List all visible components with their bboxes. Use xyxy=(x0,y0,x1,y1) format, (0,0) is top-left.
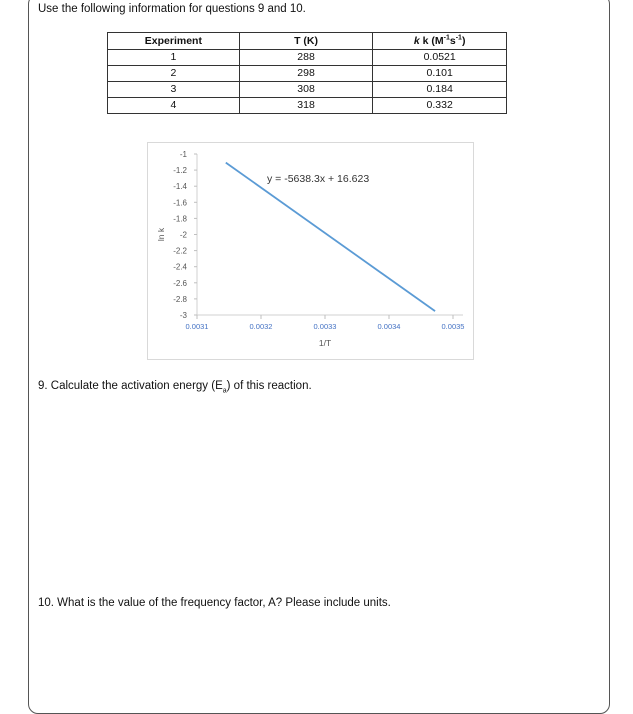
table-row xyxy=(108,82,507,98)
header-temperature: T (K) xyxy=(239,33,373,50)
data-table xyxy=(107,32,507,114)
cell-experiment: 1 xyxy=(108,50,240,66)
y-tick-label: -1.4 xyxy=(173,182,187,192)
y-tick-label: -1.2 xyxy=(173,166,187,176)
x-tick-label: 0.0035 xyxy=(441,322,465,331)
cell-rate-constant: 0.184 xyxy=(373,82,507,98)
y-tick-label: -3 xyxy=(179,311,187,320)
y-tick-label: -1 xyxy=(179,150,187,159)
intro-text: Use the following information for questions 9 and 10. xyxy=(38,3,306,15)
x-axis-label: 1/T xyxy=(318,338,332,348)
x-tick-label: 0.0032 xyxy=(249,322,273,331)
cell-experiment: 4 xyxy=(108,98,240,114)
y-tick-label: -2.6 xyxy=(173,278,187,288)
y-axis-label: ln k xyxy=(156,227,166,242)
cell-temperature: 318 xyxy=(239,98,373,114)
cell-temperature: 298 xyxy=(239,66,373,82)
y-tick-label: -1.8 xyxy=(173,214,187,224)
y-tick-label: -1.6 xyxy=(173,198,187,208)
table-header-row xyxy=(108,33,507,50)
header-experiment: Experiment xyxy=(108,33,240,50)
cell-rate-constant: 0.101 xyxy=(373,66,507,82)
table-row xyxy=(108,66,507,82)
table-row xyxy=(108,98,507,114)
trendline-equation: y = -5638.3x + 16.623 xyxy=(267,173,370,185)
header-rate-constant: k k $(M^{-1}s^{-1})$ xyxy=(373,33,507,50)
y-tick-label: -2.8 xyxy=(173,294,187,304)
cell-rate-constant: 0.0521 xyxy=(373,50,507,66)
x-tick-label: 0.0031 xyxy=(185,322,209,331)
question-10: 10. What is the value of the frequency factor, A? Please include units. xyxy=(38,597,391,609)
cell-temperature: 288 xyxy=(239,50,373,66)
cell-experiment: 3 xyxy=(108,82,240,98)
x-tick-label: 0.0034 xyxy=(377,322,401,331)
y-tick-label: -2 xyxy=(179,230,187,240)
y-tick-label: -2.2 xyxy=(173,246,187,256)
cell-experiment: 2 xyxy=(108,66,240,82)
cell-temperature: 308 xyxy=(239,82,373,98)
x-tick-label: 0.0033 xyxy=(313,322,337,331)
question-9: 9. Calculate the activation energy $(E_a)$ of this reaction. xyxy=(38,380,312,395)
arrhenius-chart xyxy=(147,142,474,360)
table-row xyxy=(108,50,507,66)
y-tick-label: -2.4 xyxy=(173,262,187,272)
cell-rate-constant: 0.332 xyxy=(373,98,507,114)
